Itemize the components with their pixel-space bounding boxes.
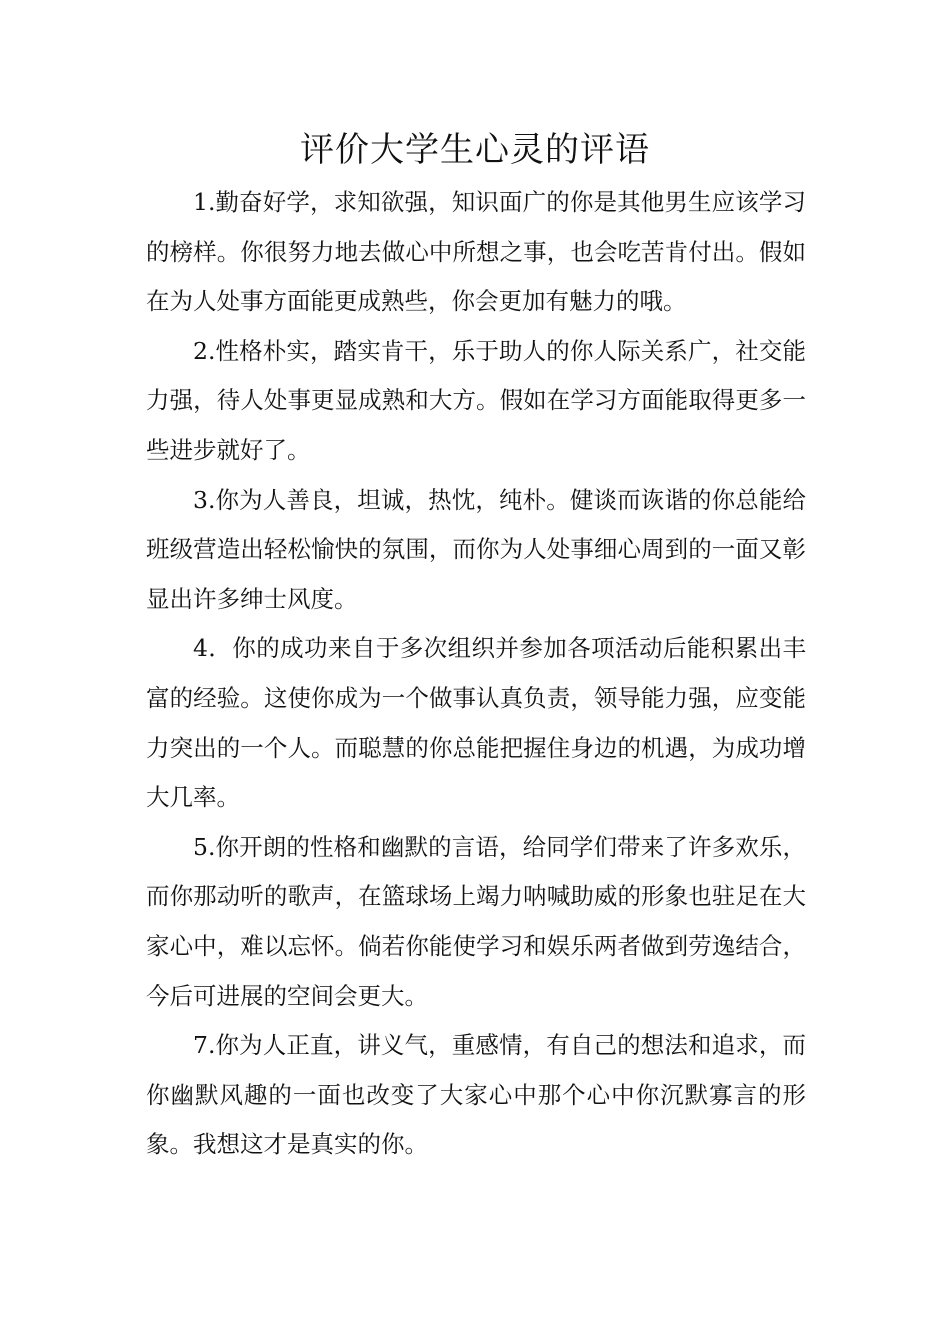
paragraph-4: 4．你的成功来自于多次组织并参加各项活动后能积累出丰富的经验。这使你成为一个做事认真负责，领导能力强，应变能力突出的一个人。而聪慧的你总能把握住身边的机遇，为成功增大几率。 xyxy=(146,634,806,812)
document-body xyxy=(146,178,806,1170)
paragraph-2: 2.性格朴实，踏实肯干，乐于助人的你人际关系广，社交能力强，待人处事更显成熟和大方。假如在学习方面能取得更多一些进步就好了。 xyxy=(146,336,806,464)
document-title: 评价大学生心灵的评语 xyxy=(300,130,650,170)
paragraph-5: 5.你开朗的性格和幽默的言语，给同学们带来了许多欢乐，而你那动听的歌声，在篮球场上竭力呐喊助威的形象也驻足在大家心中，难以忘怀。倘若你能使学习和娱乐两者做到劳逸结合，今后可进展的空间会更大。 xyxy=(146,832,806,1010)
paragraph-7: 7.你为人正直，讲义气，重感情，有自己的想法和追求，而你幽默风趣的一面也改变了大家心中那个心中你沉默寡言的形象。我想这才是真实的你。 xyxy=(146,1031,806,1159)
paragraph-3: 3.你为人善良，坦诚，热忱，纯朴。健谈而诙谐的你总能给班级营造出轻松愉快的氛围，而你为人处事细心周到的一面又彰显出许多绅士风度。 xyxy=(146,485,806,613)
paragraph-1: 1.勤奋好学，求知欲强，知识面广的你是其他男生应该学习的榜样。你很努力地去做心中所想之事，也会吃苦肯付出。假如在为人处事方面能更成熟些，你会更加有魅力的哦。 xyxy=(146,188,806,316)
